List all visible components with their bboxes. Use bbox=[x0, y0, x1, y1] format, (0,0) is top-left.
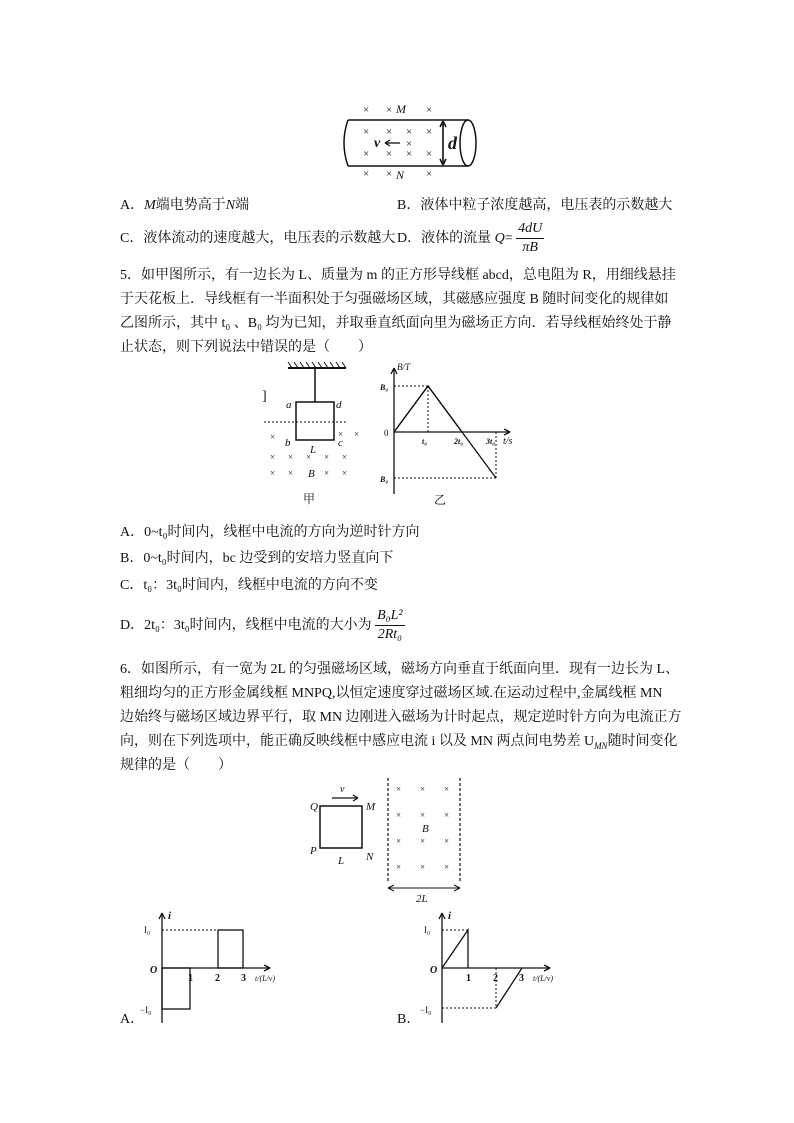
svg-text:c: c bbox=[338, 437, 343, 449]
q4-option-b: B．液体中粒子浓度越高，电压表的示数越大 bbox=[397, 198, 673, 213]
svg-text:B: B bbox=[308, 468, 315, 480]
svg-text:O: O bbox=[430, 965, 438, 976]
svg-text:×: × bbox=[406, 126, 413, 138]
svg-text:M: M bbox=[366, 801, 376, 813]
q4-option-a: A．M端电势高于N端 bbox=[120, 198, 250, 213]
svg-text:2t₀: 2t₀ bbox=[454, 437, 464, 446]
svg-text:×: × bbox=[324, 452, 330, 462]
svg-text:N: N bbox=[366, 851, 374, 863]
q6-option-b-label: B． bbox=[397, 1012, 421, 1027]
svg-text:×: × bbox=[363, 104, 370, 116]
svg-text:×: × bbox=[363, 126, 370, 138]
q5-line-1: 5．如甲图所示，有一边长为 L、质量为 m 的正方形导线框 abcd，总电阻为 R，用细线悬挂 bbox=[120, 268, 676, 283]
svg-text:甲: 甲 bbox=[303, 492, 316, 506]
figure-jia bbox=[258, 360, 388, 510]
svg-text:×: × bbox=[342, 468, 348, 478]
svg-text:×: × bbox=[444, 862, 450, 872]
q6-line-2: 粗细均匀的正方形金属线框 MNPQ,以恒定速度穿过磁场区域.在运动过程中,金属线框 MN bbox=[120, 686, 663, 701]
svg-text:×: × bbox=[288, 452, 294, 462]
q6-graph-a bbox=[140, 905, 290, 1030]
svg-text:]: ] bbox=[262, 389, 267, 404]
svg-text:×: × bbox=[338, 429, 344, 439]
svg-text:O: O bbox=[150, 965, 158, 976]
svg-text:d: d bbox=[336, 399, 342, 411]
svg-text:B: B bbox=[422, 823, 429, 835]
q6-line-4: 向，则在下列选项中，能正确反映线框中感应电流 i 以及 MN 两点间电势差 $U_{MN}$随时间变化 bbox=[120, 734, 678, 751]
svg-text:×: × bbox=[444, 836, 450, 846]
svg-text:×: × bbox=[270, 468, 276, 478]
svg-text:×: × bbox=[420, 862, 426, 872]
q5-option-d: D．2t₀：3t₀时间内，线框中电流的大小为 $\frac{\text{B₀L²}}{\text{2Rt₀}}$ bbox=[120, 608, 403, 643]
svg-text:×: × bbox=[363, 148, 370, 160]
svg-text:0: 0 bbox=[384, 428, 389, 438]
svg-text:3: 3 bbox=[241, 973, 246, 984]
svg-text:×: × bbox=[426, 126, 433, 138]
svg-text:t/s: t/s bbox=[503, 436, 513, 447]
svg-text:×: × bbox=[444, 784, 450, 794]
svg-text:×: × bbox=[406, 138, 413, 150]
svg-text:−I₀: −I₀ bbox=[420, 1005, 432, 1015]
svg-text:a: a bbox=[286, 399, 292, 411]
svg-text:×: × bbox=[426, 168, 433, 180]
q6-graph-b bbox=[420, 905, 570, 1030]
current-formula: $\frac{\text{B₀L²}}{\text{2Rt₀}}$ bbox=[377, 608, 403, 643]
q5-line-3: 乙图所示，其中 t₀ 、B₀ 均为已知，并取垂直纸面向里为磁场正方向．若导线框始终处于静 bbox=[120, 316, 672, 331]
svg-text:L: L bbox=[338, 855, 345, 867]
svg-text:乙: 乙 bbox=[434, 493, 447, 507]
svg-text:×: × bbox=[386, 148, 393, 160]
svg-text:×: × bbox=[342, 452, 348, 462]
pipe-figure bbox=[330, 95, 480, 185]
flow-formula: $\frac{4dU}{\pi B}$ bbox=[518, 221, 543, 256]
svg-text:t₀: t₀ bbox=[422, 437, 428, 446]
svg-text:3: 3 bbox=[519, 973, 524, 984]
svg-text:×: × bbox=[363, 168, 370, 180]
svg-text:×: × bbox=[420, 836, 426, 846]
q6-line-3: 边始终与磁场区域边界平行，取 MN 边刚进入磁场为计时起点，规定逆时针方向为电流正方 bbox=[120, 710, 682, 725]
q5-line-4: 止状态，则下列说法中错误的是（ ） bbox=[120, 340, 372, 355]
svg-text:−I₀: −I₀ bbox=[140, 1005, 152, 1015]
svg-text:×: × bbox=[406, 148, 413, 160]
q6-line-1: 6．如图所示，有一宽为 2L 的匀强磁场区域，磁场方向垂直于纸面向里．现有一边长为 L、 bbox=[120, 662, 680, 677]
svg-text:×: × bbox=[386, 126, 393, 138]
svg-text:I₀: I₀ bbox=[424, 925, 431, 935]
label-d: d bbox=[448, 133, 457, 153]
svg-text:B₀: B₀ bbox=[380, 475, 389, 484]
svg-text:L: L bbox=[310, 444, 317, 456]
svg-text:×: × bbox=[324, 468, 330, 478]
svg-text:×: × bbox=[354, 429, 360, 439]
q5-option-a: A．0~t₀时间内，线框中电流的方向为逆时针方向 bbox=[120, 525, 420, 540]
q5-option-b: B．0~t₀时间内，bc 边受到的安培力竖直向下 bbox=[120, 551, 394, 566]
svg-text:1: 1 bbox=[188, 973, 193, 984]
q6-line-5: 规律的是（ ） bbox=[120, 758, 232, 773]
q5-option-c: C．t₀：3t₀时间内，线框中电流的方向不变 bbox=[120, 578, 378, 593]
svg-text:I₀: I₀ bbox=[144, 925, 151, 935]
svg-text:B₀: B₀ bbox=[380, 383, 389, 392]
svg-text:×: × bbox=[426, 148, 433, 160]
svg-text:2: 2 bbox=[493, 973, 498, 984]
svg-text:2L: 2L bbox=[416, 893, 428, 905]
svg-text:×: × bbox=[396, 862, 402, 872]
svg-text:Q: Q bbox=[310, 801, 318, 813]
svg-text:×: × bbox=[386, 168, 393, 180]
svg-text:i: i bbox=[168, 910, 172, 922]
svg-text:×: × bbox=[420, 810, 426, 820]
label-v: v bbox=[374, 136, 381, 151]
svg-text:×: × bbox=[270, 432, 276, 442]
q5-line-2: 于天花板上．导线框有一半面积处于匀强磁场区域，其磁感应强度 B 随时间变化的规律如 bbox=[120, 292, 669, 307]
svg-text:P: P bbox=[310, 845, 317, 857]
svg-text:×: × bbox=[420, 784, 426, 794]
svg-text:×: × bbox=[270, 452, 276, 462]
svg-text:b: b bbox=[285, 437, 291, 449]
svg-text:t/(L/v): t/(L/v) bbox=[533, 974, 553, 983]
svg-text:B/T: B/T bbox=[397, 362, 411, 372]
q6-option-a-label: A． bbox=[120, 1012, 145, 1027]
label-M: M bbox=[396, 102, 406, 116]
svg-text:t/(L/v): t/(L/v) bbox=[255, 974, 275, 983]
svg-text:v: v bbox=[340, 784, 345, 795]
svg-text:×: × bbox=[386, 104, 393, 116]
q4-option-c: C．液体流动的速度越大，电压表的示数越大 bbox=[120, 231, 396, 246]
figure-yi-bt-graph bbox=[378, 362, 528, 512]
svg-text:×: × bbox=[396, 810, 402, 820]
q4-option-d: D．液体的流量 Q= $\frac{4dU}{\pi B}$ bbox=[397, 221, 543, 256]
svg-text:2: 2 bbox=[215, 973, 220, 984]
q6-field-figure bbox=[300, 770, 480, 910]
label-N: N bbox=[396, 168, 405, 182]
svg-text:×: × bbox=[444, 810, 450, 820]
svg-text:3t₀: 3t₀ bbox=[486, 437, 496, 446]
svg-text:×: × bbox=[306, 452, 312, 462]
svg-text:×: × bbox=[396, 784, 402, 794]
svg-text:×: × bbox=[396, 836, 402, 846]
svg-text:1: 1 bbox=[466, 973, 471, 984]
svg-text:i: i bbox=[448, 910, 452, 922]
svg-text:×: × bbox=[288, 468, 294, 478]
svg-text:×: × bbox=[426, 104, 433, 116]
